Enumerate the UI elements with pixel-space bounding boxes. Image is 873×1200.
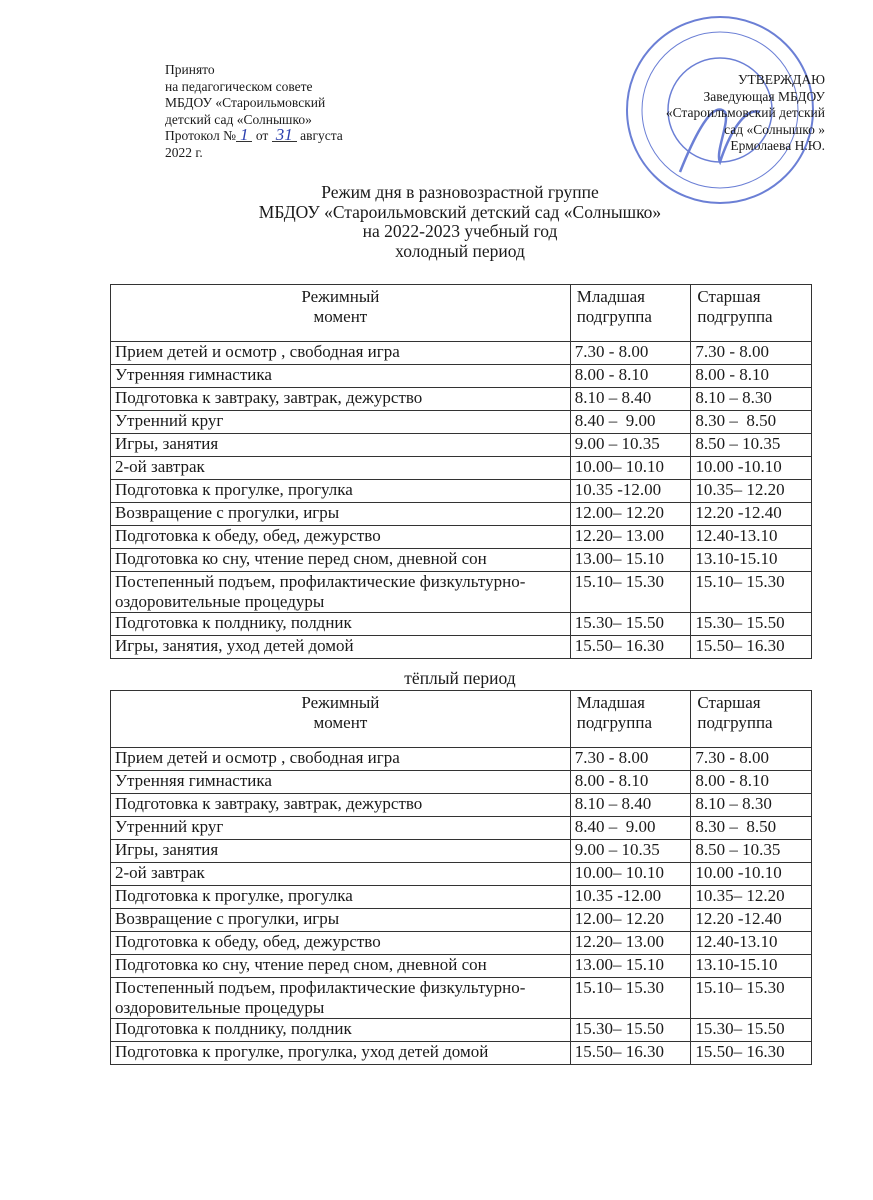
activity-cell: Подготовка ко сну, чтение перед сном, дневной сон bbox=[111, 955, 571, 978]
activity-cell: Подготовка к полднику, полдник bbox=[111, 613, 571, 636]
column-header: Младшая подгруппа bbox=[570, 285, 691, 342]
table-row bbox=[111, 388, 812, 411]
activity-cell: Подготовка к полднику, полдник bbox=[111, 1019, 571, 1042]
senior-time-cell: 15.50– 16.30 bbox=[691, 636, 812, 659]
junior-time-cell: 12.00– 12.20 bbox=[570, 909, 691, 932]
senior-time-cell: 8.10 – 8.30 bbox=[691, 794, 812, 817]
document-title bbox=[0, 183, 873, 261]
senior-time-cell: 13.10-15.10 bbox=[691, 549, 812, 572]
junior-time-cell: 15.50– 16.30 bbox=[570, 636, 691, 659]
junior-time-cell: 13.00– 15.10 bbox=[570, 549, 691, 572]
table-row bbox=[111, 863, 812, 886]
table-row bbox=[111, 480, 812, 503]
activity-cell: Подготовка к обеду, обед, дежурство bbox=[111, 932, 571, 955]
activity-cell: Подготовка к прогулке, прогулка bbox=[111, 886, 571, 909]
activity-cell: 2-ой завтрак bbox=[111, 863, 571, 886]
activity-cell: Возвращение с прогулки, игры bbox=[111, 909, 571, 932]
table-row bbox=[111, 817, 812, 840]
junior-time-cell: 8.00 - 8.10 bbox=[570, 365, 691, 388]
table-row bbox=[111, 434, 812, 457]
senior-time-cell: 10.00 -10.10 bbox=[691, 457, 812, 480]
protocol-line bbox=[165, 125, 343, 145]
table-row bbox=[111, 342, 812, 365]
senior-time-cell: 8.30 – 8.50 bbox=[691, 817, 812, 840]
table-row bbox=[111, 886, 812, 909]
activity-cell: Игры, занятия bbox=[111, 434, 571, 457]
senior-time-cell: 8.50 – 10.35 bbox=[691, 840, 812, 863]
table-row bbox=[111, 1042, 812, 1065]
senior-time-cell: 12.40-13.10 bbox=[691, 932, 812, 955]
table-row bbox=[111, 457, 812, 480]
junior-time-cell: 7.30 - 8.00 bbox=[570, 748, 691, 771]
junior-time-cell: 15.10– 15.30 bbox=[570, 978, 691, 1019]
warm-period-table bbox=[110, 690, 812, 1065]
junior-time-cell: 8.40 – 9.00 bbox=[570, 817, 691, 840]
table-row bbox=[111, 748, 812, 771]
senior-time-cell: 7.30 - 8.00 bbox=[691, 342, 812, 365]
accepted-line: детский сад «Солнышко» bbox=[165, 111, 312, 127]
approved-line: «Староильмовский детский bbox=[665, 105, 825, 120]
junior-time-cell: 15.30– 15.50 bbox=[570, 1019, 691, 1042]
approved-line: Заведующая МБДОУ bbox=[703, 88, 825, 104]
senior-time-cell: 15.50– 16.30 bbox=[691, 1042, 812, 1065]
activity-cell: Утренний круг bbox=[111, 411, 571, 434]
column-header: Старшая подгруппа bbox=[691, 691, 812, 748]
table-row bbox=[111, 365, 812, 388]
junior-time-cell: 15.50– 16.30 bbox=[570, 1042, 691, 1065]
senior-time-cell: 15.10– 15.30 bbox=[691, 572, 812, 613]
warm-period-title: тёплый период bbox=[404, 668, 516, 688]
activity-cell: Утренняя гимнастика bbox=[111, 771, 571, 794]
protocol-year: 2022 г. bbox=[165, 144, 203, 160]
title-line: МБДОУ «Староильмовский детский сад «Солнышко» bbox=[258, 201, 662, 222]
table-row bbox=[111, 955, 812, 978]
approved-line: Ермолаева Н.Ю. bbox=[730, 138, 825, 153]
senior-time-cell: 10.35– 12.20 bbox=[691, 480, 812, 503]
header-row bbox=[111, 285, 812, 342]
column-header: Режимный момент bbox=[111, 691, 571, 748]
junior-time-cell: 10.00– 10.10 bbox=[570, 457, 691, 480]
table-row bbox=[111, 572, 812, 613]
senior-time-cell: 8.10 – 8.30 bbox=[691, 388, 812, 411]
senior-time-cell: 13.10-15.10 bbox=[691, 955, 812, 978]
approved-block bbox=[666, 72, 825, 155]
accepted-line: МБДОУ «Староильмовский bbox=[165, 95, 326, 110]
table-row bbox=[111, 411, 812, 434]
activity-cell: Игры, занятия, уход детей домой bbox=[111, 636, 571, 659]
table-row bbox=[111, 909, 812, 932]
senior-time-cell: 15.30– 15.50 bbox=[691, 1019, 812, 1042]
activity-cell: Подготовка ко сну, чтение перед сном, дневной сон bbox=[111, 549, 571, 572]
junior-time-cell: 10.35 -12.00 bbox=[570, 480, 691, 503]
activity-cell: Подготовка к обеду, обед, дежурство bbox=[111, 526, 571, 549]
junior-time-cell: 7.30 - 8.00 bbox=[570, 342, 691, 365]
table-row bbox=[111, 932, 812, 955]
table-row bbox=[111, 503, 812, 526]
junior-time-cell: 10.00– 10.10 bbox=[570, 863, 691, 886]
accepted-line: на педагогическом совете bbox=[165, 78, 313, 94]
cold-period-table bbox=[110, 284, 812, 659]
junior-time-cell: 12.00– 12.20 bbox=[570, 503, 691, 526]
table-row bbox=[111, 978, 812, 1019]
senior-time-cell: 8.50 – 10.35 bbox=[691, 434, 812, 457]
table-row bbox=[111, 636, 812, 659]
cold-period-title: холодный период bbox=[395, 240, 525, 261]
junior-time-cell: 15.30– 15.50 bbox=[570, 613, 691, 636]
title-line: на 2022-2023 учебный год bbox=[362, 221, 558, 241]
junior-time-cell: 12.20– 13.00 bbox=[570, 932, 691, 955]
table-row bbox=[111, 526, 812, 549]
activity-cell: Игры, занятия bbox=[111, 840, 571, 863]
accepted-line: Принято bbox=[165, 62, 215, 77]
approved-line: УТВЕРЖДАЮ bbox=[737, 72, 825, 87]
activity-cell: 2-ой завтрак bbox=[111, 457, 571, 480]
junior-time-cell: 12.20– 13.00 bbox=[570, 526, 691, 549]
junior-time-cell: 8.40 – 9.00 bbox=[570, 411, 691, 434]
activity-cell: Прием детей и осмотр , свободная игра bbox=[111, 342, 571, 365]
junior-time-cell: 8.10 – 8.40 bbox=[570, 388, 691, 411]
header-row bbox=[111, 691, 812, 748]
junior-time-cell: 10.35 -12.00 bbox=[570, 886, 691, 909]
table-row bbox=[111, 771, 812, 794]
approved-line: сад «Солнышко » bbox=[724, 121, 825, 137]
junior-time-cell: 13.00– 15.10 bbox=[570, 955, 691, 978]
activity-cell: Постепенный подъем, профилактические физкультурно-оздоровительные процедуры bbox=[111, 978, 571, 1019]
junior-time-cell: 8.10 – 8.40 bbox=[570, 794, 691, 817]
senior-time-cell: 8.30 – 8.50 bbox=[691, 411, 812, 434]
table-row bbox=[111, 549, 812, 572]
senior-time-cell: 15.10– 15.30 bbox=[691, 978, 812, 1019]
junior-time-cell: 9.00 – 10.35 bbox=[570, 434, 691, 457]
junior-time-cell: 9.00 – 10.35 bbox=[570, 840, 691, 863]
activity-cell: Постепенный подъем, профилактические физкультурно-оздоровительные процедуры bbox=[111, 572, 571, 613]
activity-cell: Прием детей и осмотр , свободная игра bbox=[111, 748, 571, 771]
protocol-month: августа bbox=[300, 128, 343, 143]
senior-time-cell: 12.20 -12.40 bbox=[691, 503, 812, 526]
activity-cell: Возвращение с прогулки, игры bbox=[111, 503, 571, 526]
senior-time-cell: 12.40-13.10 bbox=[691, 526, 812, 549]
table-row bbox=[111, 613, 812, 636]
date-from: от bbox=[255, 128, 269, 143]
senior-time-cell: 10.00 -10.10 bbox=[691, 863, 812, 886]
table-row bbox=[111, 794, 812, 817]
activity-cell: Подготовка к завтраку, завтрак, дежурство bbox=[111, 388, 571, 411]
column-header: Младшая подгруппа bbox=[570, 691, 691, 748]
activity-cell: Подготовка к прогулке, прогулка, уход детей домой bbox=[111, 1042, 571, 1065]
protocol-label: Протокол № bbox=[165, 128, 236, 143]
senior-time-cell: 8.00 - 8.10 bbox=[691, 365, 812, 388]
protocol-day: 31 bbox=[272, 129, 297, 142]
protocol-number: 1 bbox=[236, 129, 253, 142]
table-row bbox=[111, 840, 812, 863]
junior-time-cell: 8.00 - 8.10 bbox=[570, 771, 691, 794]
senior-time-cell: 10.35– 12.20 bbox=[691, 886, 812, 909]
column-header: Режимный момент bbox=[111, 285, 571, 342]
senior-time-cell: 15.30– 15.50 bbox=[691, 613, 812, 636]
senior-time-cell: 8.00 - 8.10 bbox=[691, 771, 812, 794]
table-row bbox=[111, 1019, 812, 1042]
title-line: Режим дня в разновозрастной группе bbox=[321, 182, 599, 202]
activity-cell: Подготовка к завтраку, завтрак, дежурство bbox=[111, 794, 571, 817]
senior-time-cell: 7.30 - 8.00 bbox=[691, 748, 812, 771]
column-header: Старшая подгруппа bbox=[691, 285, 812, 342]
activity-cell: Утренняя гимнастика bbox=[111, 365, 571, 388]
senior-time-cell: 12.20 -12.40 bbox=[691, 909, 812, 932]
activity-cell: Утренний круг bbox=[111, 817, 571, 840]
accepted-block bbox=[165, 62, 343, 161]
junior-time-cell: 15.10– 15.30 bbox=[570, 572, 691, 613]
activity-cell: Подготовка к прогулке, прогулка bbox=[111, 480, 571, 503]
